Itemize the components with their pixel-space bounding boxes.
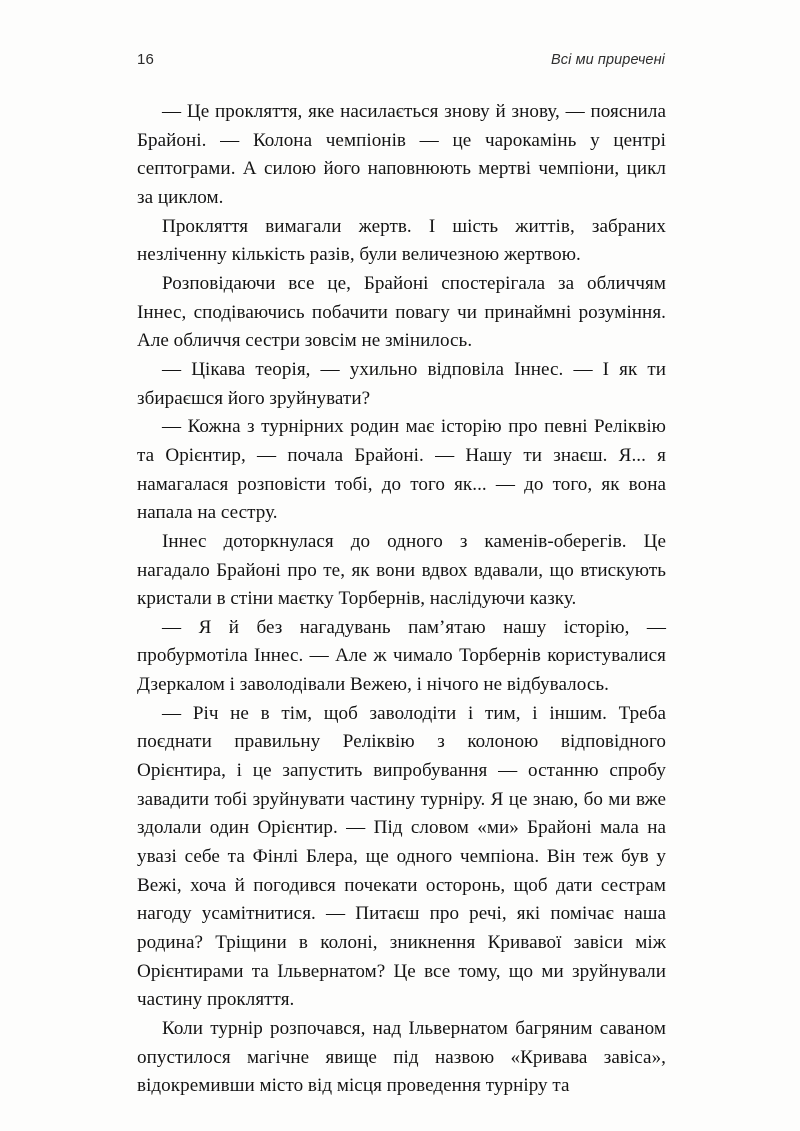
paragraph: — Цікава теорія, — ухильно відповіла Іннес. — І як ти збираєшся його зруйнувати?: [137, 358, 666, 409]
paragraph: Прокляття вимагали жертв. І шість життів, забраних незліченну кількість разів, були величезною жертвою.: [137, 215, 666, 266]
paragraph: Розповідаючи все це, Брайоні спостерігала за обличчям Іннес, сподіваючись побачити повагу чи принаймні розуміння. Але обличчя сестри зовсім не змінилось.: [137, 272, 666, 352]
paragraph: Коли турнір розпочався, над Ільвернатом багряним саваном опустилося магічне явище під назвою «Кривава завіса», відокремивши місто від місця проведення турніру та: [137, 1018, 666, 1097]
paragraph: Іннес доторкнулася до одного з каменів-оберегів. Це нагадало Брайоні про те, як вони вдвох вдавали, що втискують кристали в стіни маєтку Торбернів, наслідуючи казку.: [137, 530, 666, 610]
running-header: [137, 52, 665, 76]
paragraph: — Це прокляття, яке насилається знову й знову, — пояснила Брайоні. — Колона чемпіонів — це чарокамінь у центрі септограми. А силою його наповнюють мертві чемпіони, цикл за циклом.: [137, 101, 666, 208]
page-number: 16: [137, 51, 155, 68]
paragraph: — Кожна з турнірних родин має історію про певні Реліквію та Орієнтир, — почала Брайоні. — Нашу ти знаєш. Я... я намагалася розповісти тобі, до того як... — до того, як вона напала на сестру.: [137, 416, 666, 524]
paragraph: — Річ не в тім, щоб заволодіти і тим, і іншим. Треба поєднати правильну Реліквію з колоною відповідного Орієнтира, і це запустить випробування — останню спробу завадити тобі зруйнувати частину турніру. Я це знаю, бо ми вже здолали один Орієнтир. — Під словом «ми» Брайоні мала на увазі себе та Фінлі Блера, ще одного чемпіона. Він теж був у Вежі, хоча й погодився почекати осторонь, щоб дати сестрам нагоду усамітнитися. — Питаєш про речі, які помічає наша родина? Тріщини в колоні, зникнення Кривавої завіси між Орієнтирами та Ільвернатом? Це все тому, що ми зруйнували частину прокляття.: [137, 702, 666, 1011]
running-title: Всі ми приречені: [551, 52, 665, 68]
body-text: [137, 98, 666, 1101]
paragraph: — Я й без нагадувань пам’ятаю нашу історію, — пробурмотіла Іннес. — Але ж чимало Торбернів користувалися Дзеркалом і заволодівали Вежею, і нічого не відбувалось.: [137, 616, 666, 696]
